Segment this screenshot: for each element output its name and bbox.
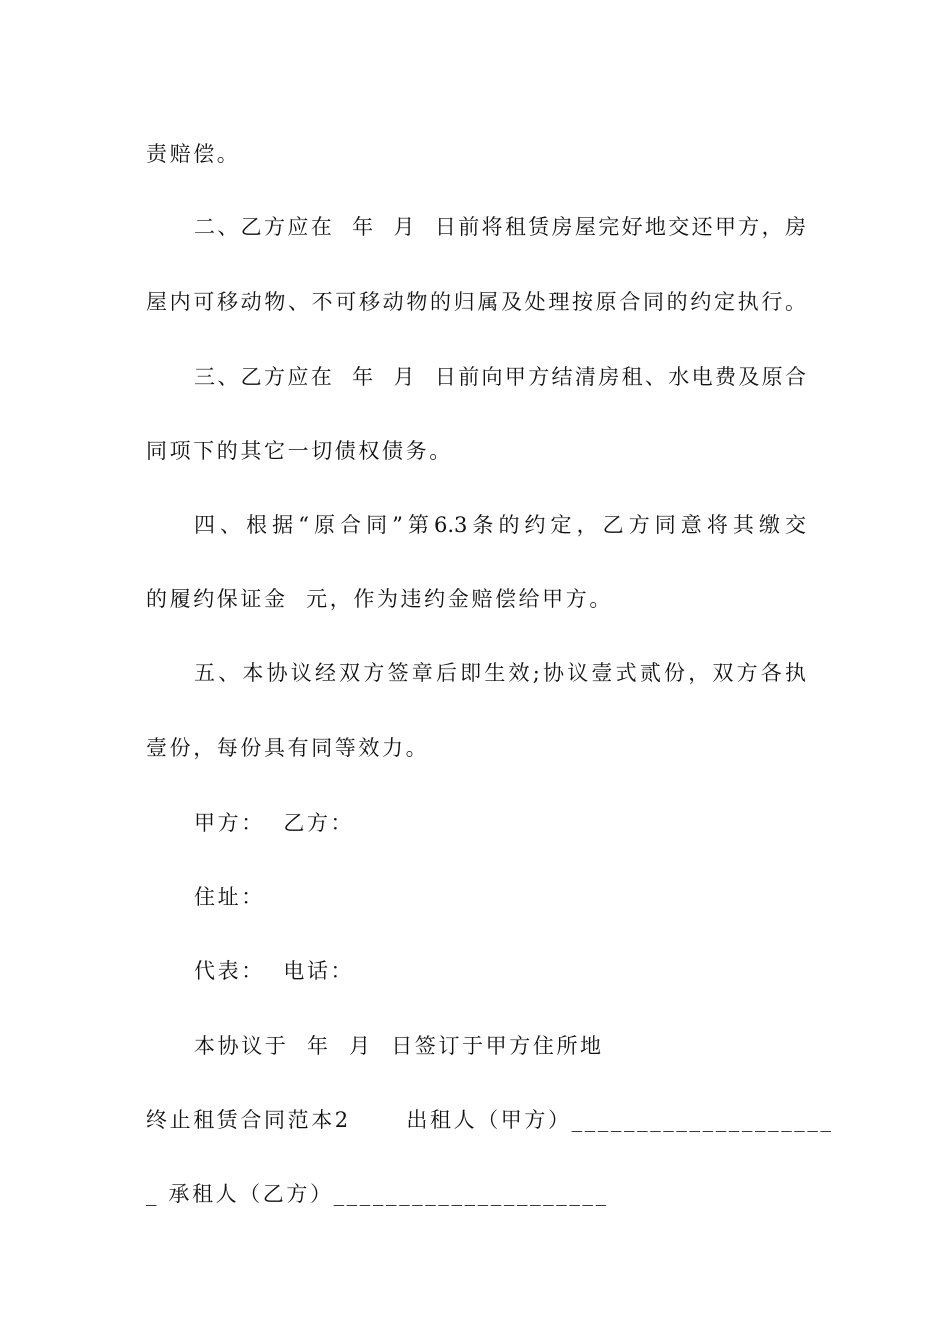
paragraph-line-1: 责赔偿。 xyxy=(146,142,241,166)
template-2-lessor-line: 终止租赁合同范本2 出租人（甲方）____________________ xyxy=(146,1108,834,1132)
clause-5-line-2: 壹份，每份具有同等效力。 xyxy=(146,736,430,760)
clause-3-line-1: 三、乙方应在 年 月 日前向甲方结清房租、水电费及原合 xyxy=(194,365,806,389)
clause-3-line-2: 同项下的其它一切债权债务。 xyxy=(146,439,453,463)
clause-5-line-1: 五、本协议经双方签章后即生效;协议壹式贰份，双方各执 xyxy=(194,661,806,685)
representative-phone: 代表： 电话： xyxy=(194,959,355,983)
lessee-line: _ 承租人（乙方）_____________________ xyxy=(146,1182,609,1206)
signature-parties: 甲方： 乙方： xyxy=(194,811,355,835)
clause-2-line-2: 屋内可移动物、不可移动物的归属及处理按原合同的约定执行。 xyxy=(146,290,806,314)
clause-4-line-2: 的履约保证金 元，作为违约金赔偿给甲方。 xyxy=(146,587,613,611)
clause-2-line-1: 二、乙方应在 年 月 日前将租赁房屋完好地交还甲方，房 xyxy=(194,215,806,239)
signing-date-line: 本协议于 年 月 日签订于甲方住所地 xyxy=(194,1034,604,1058)
address-field: 住址： xyxy=(194,885,265,909)
clause-4-line-1: 四、根据“原合同”第6.3条的约定，乙方同意将其缴交 xyxy=(194,513,806,537)
